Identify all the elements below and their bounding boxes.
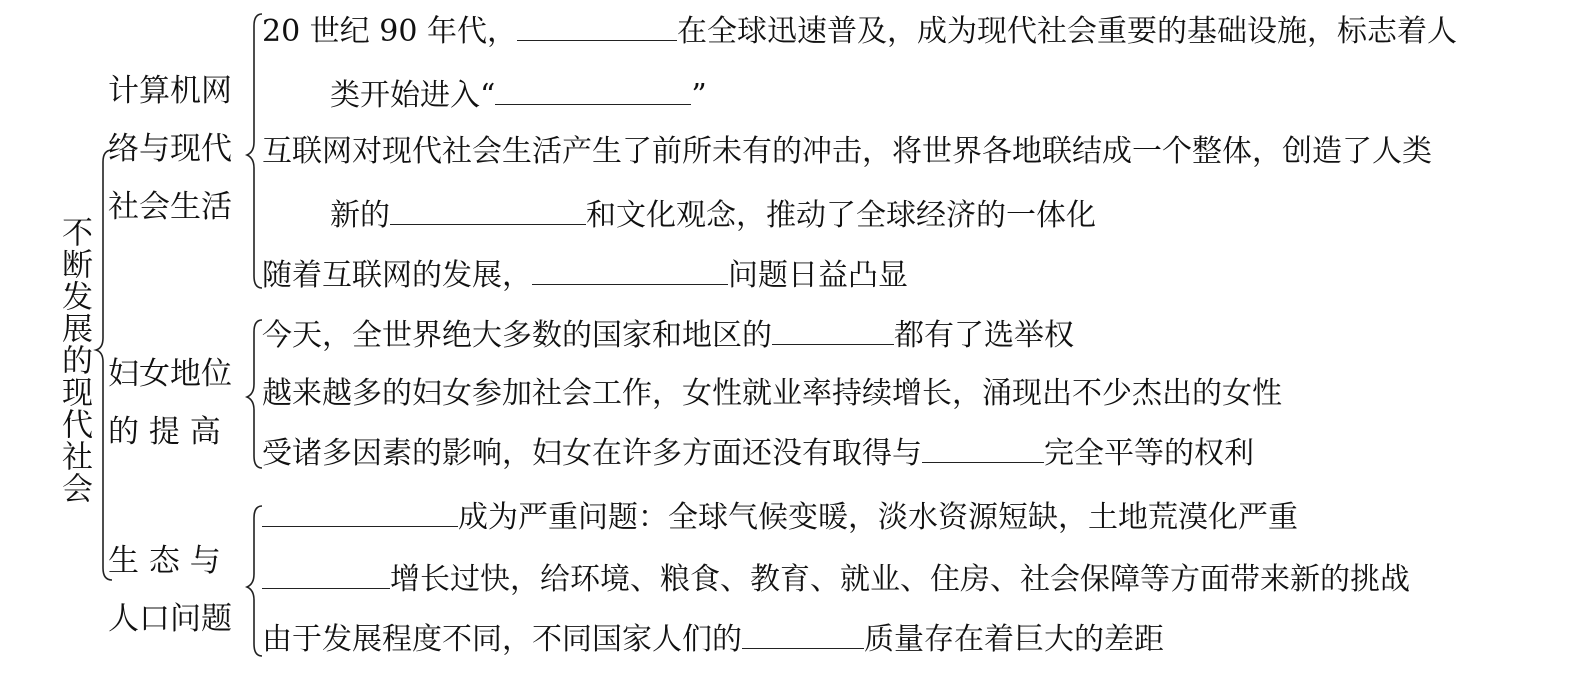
list-item: 今天，全世界绝大多数的国家和地区的 都有了选举权 bbox=[262, 314, 1074, 356]
root-title: 不断发展的现代社会 bbox=[56, 216, 92, 504]
fill-in-blank[interactable] bbox=[772, 314, 894, 345]
branch-3-brace bbox=[247, 506, 262, 656]
branch-label-line: 的 提 高 bbox=[108, 414, 221, 450]
fill-in-blank[interactable] bbox=[495, 74, 691, 105]
fill-in-blank[interactable] bbox=[517, 10, 677, 41]
branch-label-line: 计算机网 bbox=[108, 73, 232, 109]
list-item: 增长过快，给环境、粮食、教育、就业、住房、社会保障等方面带来新的挑战 bbox=[262, 558, 1410, 600]
list-item: 20 世纪 90 年代， 在全球迅速普及，成为现代社会重要的基础设施，标志着人 bbox=[262, 10, 1457, 52]
list-item: 类开始进入“ ” bbox=[330, 74, 707, 116]
branch-label-line: 妇女地位 bbox=[108, 356, 232, 392]
fill-in-blank[interactable] bbox=[262, 496, 458, 527]
fill-in-blank[interactable] bbox=[262, 558, 390, 589]
branch-label-ecology bbox=[108, 532, 232, 648]
list-item: 新的 和文化观念，推动了全球经济的一体化 bbox=[330, 194, 1096, 236]
list-item: 由于发展程度不同，不同国家人们的 质量存在着巨大的差距 bbox=[262, 618, 1164, 660]
branch-label-line: 人口问题 bbox=[108, 601, 232, 637]
list-item: 随着互联网的发展， 问题日益凸显 bbox=[262, 254, 908, 296]
fill-in-blank[interactable] bbox=[532, 254, 728, 285]
fill-in-blank[interactable] bbox=[922, 432, 1044, 463]
branch-label-line: 生 态 与 bbox=[108, 543, 221, 579]
fill-in-blank[interactable] bbox=[390, 194, 586, 225]
fill-in-blank[interactable] bbox=[742, 618, 864, 649]
list-item: 越来越多的妇女参加社会工作，女性就业率持续增长，涌现出不少杰出的女性 bbox=[262, 376, 1282, 411]
branch-1-brace bbox=[247, 14, 262, 288]
branch-label-women bbox=[108, 345, 232, 461]
branch-label-line: 社会生活 bbox=[108, 189, 232, 225]
branch-label-line: 络与现代 bbox=[108, 131, 232, 167]
list-item: 受诸多因素的影响，妇女在许多方面还没有取得与 完全平等的权利 bbox=[262, 432, 1254, 474]
list-item: 互联网对现代社会生活产生了前所未有的冲击，将世界各地联结成一个整体，创造了人类 bbox=[262, 134, 1432, 169]
branch-2-brace bbox=[247, 320, 262, 468]
branch-label-internet bbox=[108, 62, 232, 236]
list-item: 成为严重问题：全球气候变暖，淡水资源短缺，土地荒漠化严重 bbox=[262, 496, 1298, 538]
